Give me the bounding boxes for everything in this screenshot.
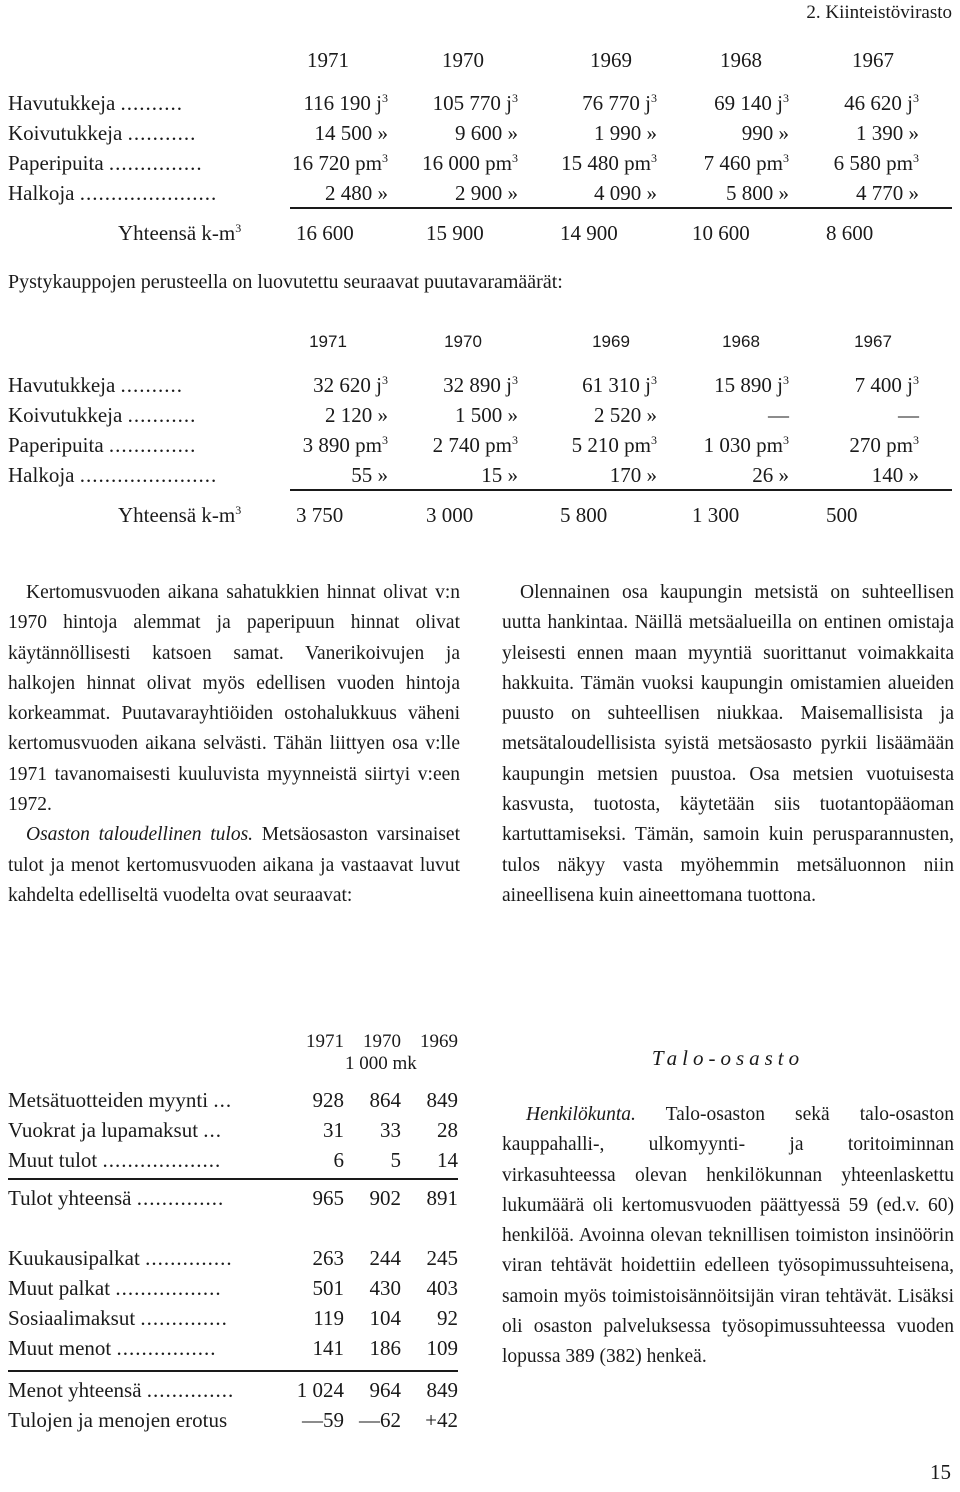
row-label-text: Havutukkeja [8, 373, 116, 397]
row-label-text: Sosiaalimaksut [8, 1306, 136, 1330]
unit-label: 1 000 mk [345, 1053, 417, 1074]
table-cell: 2 520 » [594, 403, 657, 427]
table-cell: 170 » [609, 463, 657, 487]
leader-dots: ................ [116, 1336, 217, 1360]
right-column-text [502, 578, 954, 911]
row-label [8, 463, 217, 487]
table-cell: 16 720 $pm^3$ [292, 151, 388, 175]
paragraph-result [8, 820, 460, 911]
table-cell: — [898, 403, 919, 427]
value-cell: +42 [425, 1408, 458, 1432]
page-number: 15 [930, 1460, 951, 1484]
total-cell: 8 600 [826, 221, 874, 245]
leader-dots: ........... [127, 121, 197, 145]
row-label [8, 373, 183, 397]
row-label [8, 1276, 222, 1300]
table-cell: 15 890 $j^3$ [714, 373, 789, 397]
row-label-text: Menot yhteensä [8, 1378, 142, 1402]
row-label-text: Paperipuita [8, 433, 104, 457]
row-label [8, 181, 217, 205]
table-cell: 7 400 $j^3$ [854, 373, 919, 397]
value-cell: 119 [313, 1306, 344, 1330]
subheading-result: Osaston taloudellinen tulos. [26, 824, 254, 846]
total-cell: 1 300 [692, 503, 740, 527]
table-cell: 15 480 $pm^3$ [561, 151, 657, 175]
leader-dots: .............. [108, 433, 197, 457]
year-header: 1968 [722, 332, 760, 351]
table-cell: 116 190 $j^3$ [303, 91, 388, 115]
table-cell: 4 090 » [594, 181, 657, 205]
table-rule [290, 207, 952, 209]
year-header: 1971 [306, 1031, 344, 1052]
table-cell: 270 $pm^3$ [849, 433, 919, 457]
total-cell: 10 600 [692, 221, 750, 245]
paragraph-prices: Kertomusvuoden aikana sahatukkien hinnat olivat v:n 1970 hintoja alemmat ja paperipuun hinnat olivat käytännöllisesti katsoen samat. Vanerikoivujen ja halkojen hinnat olivat myös edellisen vuoden hintoja korkeammat. Puutavarayhtiöiden ostohalukkuus väheni kertomusvuoden aikana selvästi. Tähän liittyen osa v:lle 1971 tavanomaisesti kuuluvista myynneistä siirtyi v:een 1972. [8, 582, 460, 816]
year-header: 1970 [444, 332, 482, 351]
table-cell: 46 620 $j^3$ [844, 91, 919, 115]
running-header: 2. Kiinteistövirasto [806, 2, 952, 23]
value-cell: 28 [437, 1118, 458, 1142]
value-cell: 31 [323, 1118, 344, 1142]
table-cell: 4 770 » [856, 181, 919, 205]
table-cell: 1 990 » [594, 121, 657, 145]
row-label [8, 151, 203, 175]
value-cell: 6 [333, 1148, 344, 1172]
row-label [8, 403, 196, 427]
value-cell: 1 024 [296, 1378, 344, 1402]
paragraph-staff [502, 1100, 954, 1373]
table-cell: 1 390 » [856, 121, 919, 145]
row-label-text: Vuokrat ja lupamaksut [8, 1118, 199, 1142]
total-cell: 16 600 [296, 221, 354, 245]
value-cell: 186 [369, 1336, 401, 1360]
table-cell: — [768, 403, 789, 427]
total-cell: 500 [826, 503, 858, 527]
row-label [8, 91, 183, 115]
table-cell: 16 000 $pm^3$ [422, 151, 518, 175]
row-label [8, 1186, 224, 1210]
row-label [8, 433, 196, 457]
row-label [8, 1306, 228, 1330]
subheading-staff: Henkilökunta. [526, 1104, 636, 1125]
value-cell: 864 [369, 1088, 401, 1112]
value-cell: 928 [312, 1088, 344, 1112]
row-label-text: Koivutukkeja [8, 121, 123, 145]
total-cell: 3 000 [426, 503, 474, 527]
leader-dots: ...................... [79, 181, 218, 205]
value-cell: 14 [437, 1148, 458, 1172]
row-label-text: Muut tulot [8, 1148, 98, 1172]
table-cell: 990 » [741, 121, 789, 145]
table-cell: 15 » [481, 463, 518, 487]
row-label-text: Tulot yhteensä [8, 1186, 132, 1210]
left-column-text [8, 578, 460, 911]
value-cell: 33 [380, 1118, 401, 1142]
total-cell: 14 900 [560, 221, 618, 245]
section-heading-talo: Talo-osasto [651, 1046, 805, 1070]
row-label-text: Muut palkat [8, 1276, 111, 1300]
value-cell: 109 [426, 1336, 458, 1360]
table-cell: 2 740 $pm^3$ [432, 433, 518, 457]
table-rule [8, 1178, 458, 1180]
year-header: 1969 [420, 1031, 458, 1052]
year-header: 1968 [720, 48, 762, 72]
leader-dots: ... [203, 1118, 223, 1142]
table-cell: 14 500 » [314, 121, 388, 145]
value-cell: 965 [312, 1186, 344, 1210]
leader-dots: ................. [115, 1276, 222, 1300]
leader-dots: .............. [136, 1186, 225, 1210]
row-label-text: Halkoja [8, 181, 75, 205]
table-cell: 7 460 $pm^3$ [703, 151, 789, 175]
leader-dots: .............. [145, 1246, 233, 1270]
value-cell: 244 [369, 1246, 401, 1270]
year-header: 1970 [363, 1031, 401, 1052]
table-cell: 6 580 $pm^3$ [833, 151, 919, 175]
table-cell: 2 480 » [325, 181, 388, 205]
row-label [8, 1118, 222, 1142]
row-label-text: Halkoja [8, 463, 75, 487]
value-cell: 849 [426, 1378, 458, 1402]
year-header: 1967 [852, 48, 894, 72]
year-header: 1967 [854, 332, 892, 351]
table-rule [290, 489, 952, 491]
value-cell: 5 [390, 1148, 401, 1172]
leader-dots: ............... [108, 151, 203, 175]
value-cell: 92 [437, 1306, 458, 1330]
row-label-text: Havutukkeja [8, 91, 116, 115]
total-label: Yhteensä $k-m^3$ [118, 503, 242, 527]
table-rule [8, 1370, 458, 1372]
leader-dots: .......... [120, 91, 184, 115]
year-header: 1971 [307, 48, 349, 72]
table-cell: 26 » [752, 463, 789, 487]
table-cell: 2 900 » [455, 181, 518, 205]
year-header: 1969 [592, 332, 630, 351]
value-cell: 403 [426, 1276, 458, 1300]
table-cell: 76 770 $j^3$ [582, 91, 657, 115]
between-text: Pystykauppojen perusteella on luovutettu seuraavat puutavaramäärät: [8, 271, 563, 293]
total-label: Yhteensä $k-m^3$ [118, 221, 242, 245]
leader-dots: ................... [102, 1148, 222, 1172]
table-cell: 140 » [871, 463, 919, 487]
value-cell: 263 [312, 1246, 344, 1270]
total-cell: 5 800 [560, 503, 608, 527]
value-cell: —59 [302, 1408, 344, 1432]
table-cell: 3 890 $pm^3$ [302, 433, 388, 457]
leader-dots: .............. [146, 1378, 235, 1402]
row-label-text: Koivutukkeja [8, 403, 123, 427]
row-label [8, 121, 196, 145]
row-label [8, 1408, 227, 1432]
total-cell: 15 900 [426, 221, 484, 245]
year-header: 1971 [309, 332, 347, 351]
table-cell: 5 210 $pm^3$ [571, 433, 657, 457]
row-label [8, 1246, 233, 1270]
leader-dots: ... [213, 1088, 233, 1112]
table-cell: 32 620 $j^3$ [313, 373, 388, 397]
total-cell: 3 750 [296, 503, 344, 527]
row-label-text: Paperipuita [8, 151, 104, 175]
leader-dots: ...................... [79, 463, 218, 487]
table-cell: 61 310 $j^3$ [582, 373, 657, 397]
year-header: 1970 [442, 48, 484, 72]
table-cell: 69 140 $j^3$ [714, 91, 789, 115]
year-header: 1969 [590, 48, 632, 72]
value-cell: 849 [426, 1088, 458, 1112]
paragraph-staff-body: Talo-osaston sekä talo-osaston kauppahalli-, ulkomyynti- ja toritoiminnan virkasuhteessa olevan henkilökunnan yhteenlaskettu lukumäärä oli kertomusvuoden päättyessä 59 (ed.v. 60) henkilöä. Avoinna olevan teknillisen toimiston insinöörin viran tehtävät hoidettiin edelleen työsopimussuhteisena, samoin myös toimistoisännöitsijän viran tehtävät. Lisäksi oli osaston palveluksessa työsopimussuhteessa vuoden lopussa 389 (382) henkeä. [502, 1104, 954, 1368]
value-cell: 104 [369, 1306, 401, 1330]
row-label-text: Metsätuotteiden myynti [8, 1088, 209, 1112]
row-label [8, 1336, 217, 1360]
table-cell: 55 » [351, 463, 388, 487]
leader-dots: .............. [140, 1306, 228, 1330]
value-cell: 141 [312, 1336, 344, 1360]
table-cell: 9 600 » [455, 121, 518, 145]
paragraph-result-body: Metsäosaston varsinaiset tulot ja menot kertomusvuoden aikana ja vastaavat luvut kahdelta edelliseltä vuodelta ovat seuraavat: [8, 824, 461, 906]
row-label [8, 1148, 221, 1172]
leader-dots: .......... [120, 373, 184, 397]
table-cell: 32 890 $j^3$ [443, 373, 518, 397]
paragraph-forest: Olennainen osa kaupungin metsistä on suhteellisen uutta hankintaa. Näillä metsäalueilla on entinen omistaja yleisesti ennen maan myyntiä suorittanut voimakkaita hakkuita. Tämän vuoksi kaupungin omistamien alueiden puusto on suhteellisen niukkaa. Maisemallisista ja metsätaloudellisista syistä metsäosasto pyrkii lisäämään kaupungin metsien puustoa. Osa metsien vuotuisesta kasvusta, tuotosta, käytetään siis tuotantopääoman kartuttamiseksi. Tämän, samoin kuin perusparannusten, tulos näkyy vasta myöhemmin metsäluonnon niin aineellisena kuin aineettomana tuottona. [502, 582, 954, 906]
row-label-text: Kuukausipalkat [8, 1246, 140, 1270]
table-cell: 105 770 $j^3$ [432, 91, 518, 115]
table-cell: 2 120 » [325, 403, 388, 427]
table-cell: 1 500 » [455, 403, 518, 427]
value-cell: 891 [426, 1186, 458, 1210]
row-label-text: Tulojen ja menojen erotus [8, 1408, 228, 1432]
value-cell: 430 [369, 1276, 401, 1300]
table-cell: 1 030 $pm^3$ [703, 433, 789, 457]
leader-dots: ........... [127, 403, 197, 427]
talo-text [502, 1100, 954, 1373]
value-cell: 964 [369, 1378, 401, 1402]
row-label-text: Muut menot [8, 1336, 112, 1360]
value-cell: 902 [369, 1186, 401, 1210]
row-label [8, 1378, 234, 1402]
value-cell: —62 [359, 1408, 401, 1432]
table-cell: 5 800 » [726, 181, 789, 205]
value-cell: 501 [312, 1276, 344, 1300]
row-label [8, 1088, 232, 1112]
value-cell: 245 [426, 1246, 458, 1270]
